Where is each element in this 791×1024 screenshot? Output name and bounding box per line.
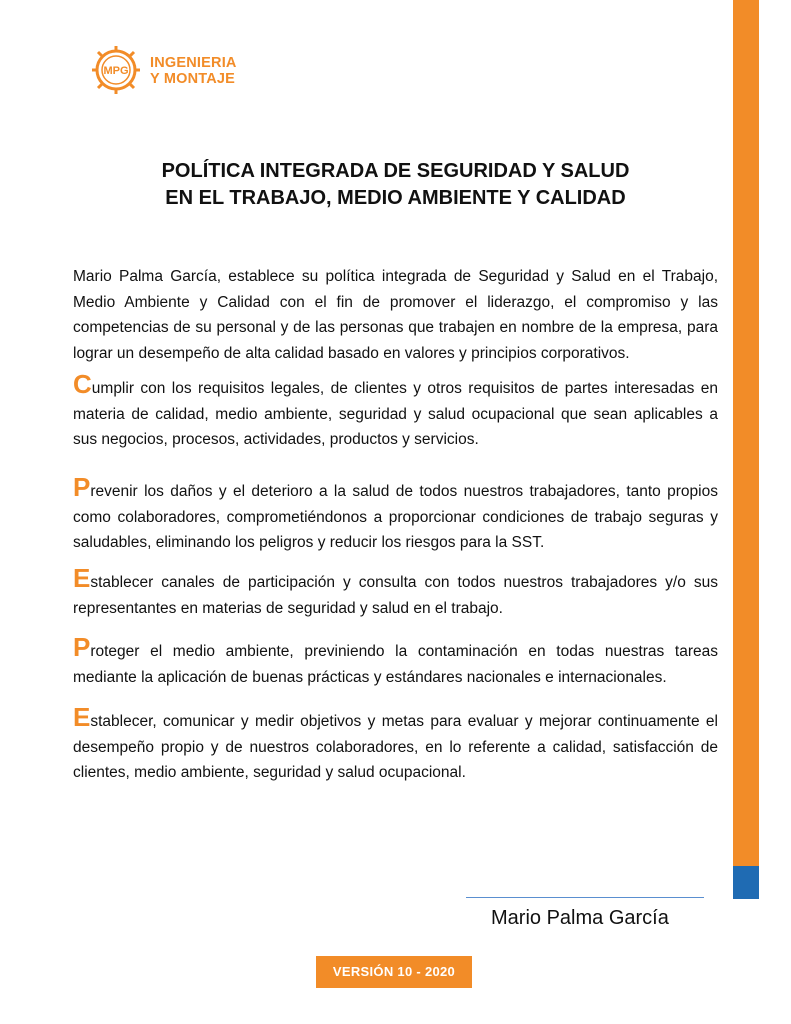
document-title [0, 158, 791, 212]
principle-text: stablecer canales de participación y consulta con todos nuestros trabajadores y/o sus representantes en materias de seguridad y salud en el trabajo. [73, 574, 718, 617]
intro-paragraph: Mario Palma García, establece su política integrada de Seguridad y Salud en el Trabajo, Medio Ambiente y Calidad con el fin de promover el liderazgo, el compromiso y las competencias de su personal y de las personas que trabajen en nombre de la empresa, para lograr un desempeño de alta calidad basado en valores y principios corporativos. [73, 268, 718, 362]
principle-initial: E [73, 563, 91, 593]
principle-text: roteger el medio ambiente, previniendo la contaminación en todas nuestras tareas mediante la aplicación de buenas prácticas y estándares nacionales e internacionales. [73, 643, 718, 686]
company-name-line2: Y MONTAJE [150, 71, 236, 87]
version-badge: VERSIÓN 10 - 2020 [316, 956, 472, 988]
principle-objectives [73, 702, 718, 786]
company-logo [88, 42, 258, 98]
signature-name: Mario Palma García [491, 907, 669, 929]
company-name-line1: INGENIERIA [150, 55, 237, 71]
title-line1: POLÍTICA INTEGRADA DE SEGURIDAD Y SALUD [161, 160, 630, 182]
principle-initial: P [73, 472, 91, 502]
principle-initial: C [73, 369, 92, 399]
principle-text: revenir los daños y el deterioro a la salud de todos nuestros trabajadores, tanto propios como colaboradores, comprometiéndonos a proporcionar condiciones de trabajo seguras y saludables, eliminando los peligros y reducir los riesgos para la SST. [73, 483, 718, 551]
orange-side-bar [733, 0, 759, 866]
principle-comply [73, 369, 718, 453]
signature-line [466, 897, 704, 898]
title-line2: EN EL TRABAJO, MEDIO AMBIENTE Y CALIDAD [165, 187, 626, 209]
mpg-logo-icon [88, 42, 144, 98]
principle-participation [73, 563, 718, 621]
principle-initial: P [73, 632, 91, 662]
principle-text: stablecer, comunicar y medir objetivos y metas para evaluar y mejorar continuamente el desempeño propio y de nuestros colaboradores, en lo referente a calidad, satisfacción de clientes, medio ambiente, seguridad y salud ocupacional. [73, 713, 718, 781]
company-name [150, 55, 237, 87]
principle-environment [73, 632, 718, 690]
principle-prevent [73, 472, 718, 556]
logo-mark-text: MPG [103, 65, 129, 77]
principle-text: umplir con los requisitos legales, de clientes y otros requisitos de partes interesadas en materia de calidad, medio ambiente, seguridad y salud ocupacional que sean aplicables a sus negocios, procesos, actividades, productos y servicios. [73, 380, 718, 448]
blue-side-accent [733, 866, 759, 899]
principle-initial: E [73, 702, 91, 732]
